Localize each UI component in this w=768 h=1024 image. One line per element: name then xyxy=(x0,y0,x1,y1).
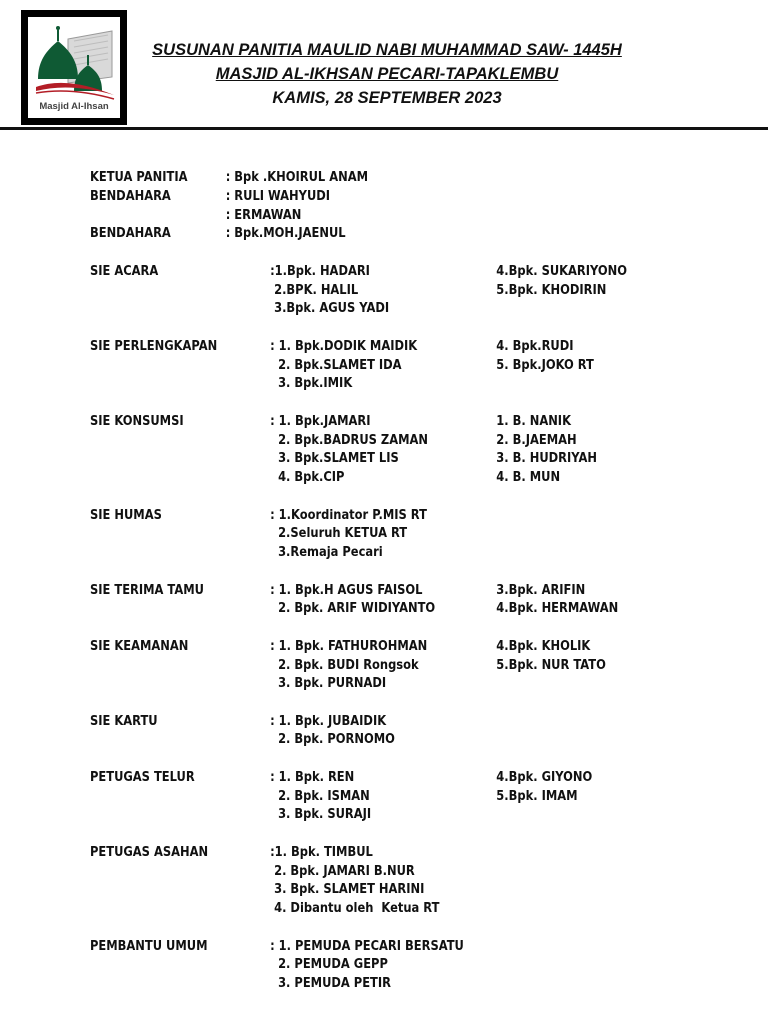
member-name-secondary: 1. B. NANIK xyxy=(496,413,571,429)
header-title: SUSUNAN PANITIA MAULID NABI MUHAMMAD SAW- 1445H xyxy=(152,41,622,59)
section-row xyxy=(90,264,664,283)
section-row xyxy=(90,433,664,452)
officer-name: : Bpk.MOH.JAENUL xyxy=(225,226,346,242)
member-name: 3.Bpk. AGUS YADI xyxy=(270,301,390,317)
mosque-logo xyxy=(21,10,127,125)
member-name: : 1. Bpk. REN xyxy=(270,769,355,785)
section-title: SIE TERIMA TAMU xyxy=(90,582,204,598)
section-row xyxy=(90,339,664,358)
member-name-secondary: 5.Bpk. NUR TATO xyxy=(496,657,606,673)
member-name: 2.Seluruh KETUA RT xyxy=(270,526,408,542)
member-name: 2. Bpk. ARIF WIDIYANTO xyxy=(270,601,436,617)
section-row xyxy=(90,658,664,677)
member-name: 3. PEMUDA PETIR xyxy=(270,976,391,992)
member-name-secondary: 4.Bpk. KHOLIK xyxy=(496,638,591,654)
section-row xyxy=(90,939,664,958)
section-row xyxy=(90,508,664,527)
section-title: PEMBANTU UMUM xyxy=(90,938,208,954)
spacer xyxy=(90,489,664,508)
member-name: 2. Bpk. PORNOMO xyxy=(270,732,395,748)
spacer xyxy=(90,826,664,845)
section-row xyxy=(90,376,664,395)
member-name: 3.Remaja Pecari xyxy=(270,545,383,561)
officer-role: BENDAHARA xyxy=(90,226,171,242)
header-mosque-name: MASJID AL-IKHSAN PECARI-TAPAKLEMBU xyxy=(215,65,559,83)
section-title: SIE PERLENGKAPAN xyxy=(90,338,218,354)
member-name: 2. Bpk.SLAMET IDA xyxy=(270,357,402,373)
section-row xyxy=(90,639,664,658)
header-divider xyxy=(0,127,768,130)
section-row xyxy=(90,283,664,302)
member-name: : 1. Bpk. JUBAIDIK xyxy=(270,713,387,729)
section-row xyxy=(90,451,664,470)
member-name: 3. Bpk. SLAMET HARINI xyxy=(270,882,425,898)
member-name: : 1. Bpk.JAMARI xyxy=(270,413,371,429)
officer-role: KETUA PANITIA xyxy=(90,170,188,185)
section-row xyxy=(90,807,664,826)
spacer xyxy=(90,564,664,583)
logo-panel xyxy=(28,17,120,118)
section-row xyxy=(90,864,664,883)
officer-row xyxy=(90,189,664,208)
header-date: KAMIS, 28 SEPTEMBER 2023 xyxy=(272,89,502,107)
section-title: PETUGAS ASAHAN xyxy=(90,844,209,860)
section-row xyxy=(90,676,664,695)
member-name: : 1. Bpk. FATHUROHMAN xyxy=(270,638,428,654)
member-name-secondary: 4. B. MUN xyxy=(496,470,561,486)
member-name: : 1. PEMUDA PECARI BERSATU xyxy=(270,938,464,954)
section-row xyxy=(90,957,664,976)
sections xyxy=(90,264,664,995)
officer-name: : RULI WAHYUDI xyxy=(225,188,331,204)
member-name: 3. Bpk. SURAJI xyxy=(270,807,372,823)
member-name-secondary: 5. Bpk.JOKO RT xyxy=(496,357,594,373)
member-name-secondary: 3. B. HUDRIYAH xyxy=(496,451,597,467)
spacer xyxy=(90,320,664,339)
member-name: 2.BPK. HALIL xyxy=(270,282,359,298)
spacer xyxy=(90,920,664,939)
section-row xyxy=(90,789,664,808)
section-title: SIE HUMAS xyxy=(90,507,162,523)
section-row xyxy=(90,845,664,864)
section-row xyxy=(90,770,664,789)
member-name: :1. Bpk. TIMBUL xyxy=(270,844,373,860)
member-name: 2. Bpk.BADRUS ZAMAN xyxy=(270,432,429,448)
section-title: SIE KONSUMSI xyxy=(90,413,184,429)
member-name: 2. Bpk. ISMAN xyxy=(270,788,370,804)
section-title: SIE KARTU xyxy=(90,713,158,729)
section-row xyxy=(90,976,664,995)
member-name: 2. Bpk. JAMARI B.NUR xyxy=(270,863,415,879)
section-row xyxy=(90,601,664,620)
member-name: 3. Bpk.IMIK xyxy=(270,376,353,392)
officer-row xyxy=(90,170,664,189)
section-row xyxy=(90,583,664,602)
member-name-secondary: 4.Bpk. SUKARIYONO xyxy=(496,263,628,279)
spacer xyxy=(90,245,664,264)
section-title: SIE KEAMANAN xyxy=(90,638,189,654)
spacer xyxy=(90,695,664,714)
officer-row xyxy=(90,208,664,227)
section-row xyxy=(90,714,664,733)
member-name: : 1.Koordinator P.MIS RT xyxy=(270,507,427,523)
officer-name: : ERMAWAN xyxy=(225,207,302,223)
member-name-secondary: 2. B.JAEMAH xyxy=(496,432,577,448)
member-name: 2. Bpk. BUDI Rongsok xyxy=(270,657,419,673)
member-name-secondary: 4. Bpk.RUDI xyxy=(496,338,574,354)
section-row xyxy=(90,901,664,920)
spacer xyxy=(90,751,664,770)
member-name: 2. PEMUDA GEPP xyxy=(270,957,388,973)
member-name-secondary: 4.Bpk. GIYONO xyxy=(496,769,593,785)
member-name-secondary: 3.Bpk. ARIFIN xyxy=(496,582,586,598)
spacer xyxy=(90,620,664,639)
document-header xyxy=(127,38,647,110)
member-name: : 1. Bpk.DODIK MAIDIK xyxy=(270,338,418,354)
member-name: 3. Bpk.SLAMET LIS xyxy=(270,451,399,467)
member-name: :1.Bpk. HADARI xyxy=(270,263,370,279)
section-row xyxy=(90,358,664,377)
section-row xyxy=(90,732,664,751)
member-name-secondary: 5.Bpk. KHODIRIN xyxy=(496,282,607,298)
member-name: 3. Bpk. PURNADI xyxy=(270,676,387,692)
officer-name: : Bpk .KHOIRUL ANAM xyxy=(225,170,369,185)
section-title: SIE ACARA xyxy=(90,263,159,279)
member-name: 4. Bpk.CIP xyxy=(270,470,345,486)
member-name: : 1. Bpk.H AGUS FAISOL xyxy=(270,582,423,598)
section-row xyxy=(90,301,664,320)
section-row xyxy=(90,526,664,545)
section-row xyxy=(90,882,664,901)
member-name-secondary: 5.Bpk. IMAM xyxy=(496,788,578,804)
officer-row xyxy=(90,226,664,245)
section-row xyxy=(90,545,664,564)
member-name: 4. Dibantu oleh Ketua RT xyxy=(270,901,440,917)
section-row xyxy=(90,470,664,489)
spacer xyxy=(90,395,664,414)
member-name-secondary: 4.Bpk. HERMAWAN xyxy=(496,601,619,617)
section-title: PETUGAS TELUR xyxy=(90,769,195,785)
committee-list xyxy=(90,170,664,995)
logo-text: Masjid Al-Ihsan xyxy=(39,101,109,112)
officer-role: BENDAHARA xyxy=(90,188,171,204)
section-row xyxy=(90,414,664,433)
